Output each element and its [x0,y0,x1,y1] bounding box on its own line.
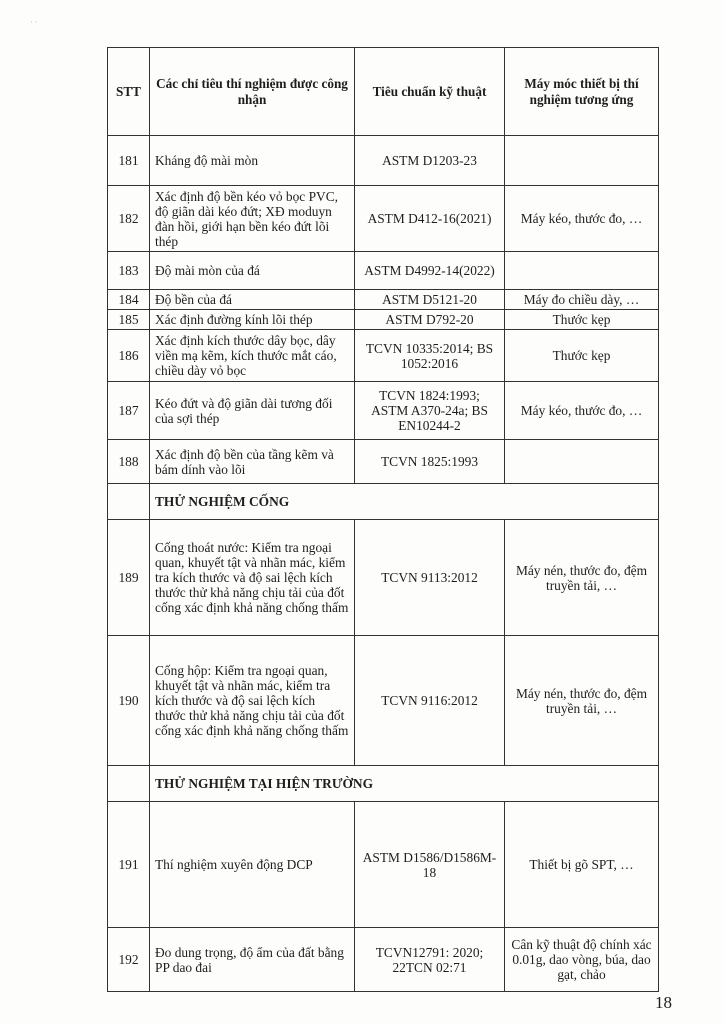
section-title: THỬ NGHIỆM CỐNG [150,484,659,520]
row-stt: 186 [108,330,150,382]
row-standard: TCVN 10335:2014; BS 1052:2016 [355,330,505,382]
row-stt: 190 [108,636,150,766]
scan-specks: · · [30,18,38,27]
row-criteria: Cống hộp: Kiểm tra ngoại quan, khuyết tật và nhãn mác, kiểm tra kích thước và độ sai lệch kích thước thử khả năng chịu tải của đốt cống xác định khả năng chống thấm [150,636,355,766]
row-equipment [505,136,659,186]
table-row [108,136,659,186]
row-equipment: Máy đo chiều dày, … [505,290,659,310]
row-standard: TCVN 1825:1993 [355,440,505,484]
row-equipment: Thước kẹp [505,310,659,330]
red-stamp-mark [700,528,720,768]
row-stt: 189 [108,520,150,636]
section-stt-cell [108,766,150,802]
row-standard: ASTM D5121-20 [355,290,505,310]
table-row [108,186,659,252]
header-stt: STT [108,48,150,136]
row-equipment: Cân kỹ thuật độ chính xác 0.01g, dao vòng, búa, dao gạt, chảo [505,928,659,992]
row-equipment: Máy kéo, thước đo, … [505,186,659,252]
section-row [108,766,659,802]
table-row [108,310,659,330]
row-criteria: Đo dung trọng, độ ẩm của đất bằng PP dao đai [150,928,355,992]
row-standard: TCVN 9116:2012 [355,636,505,766]
row-equipment: Máy nén, thước đo, đệm truyền tải, … [505,636,659,766]
row-stt: 191 [108,802,150,928]
header-row [108,48,659,136]
row-criteria: Kháng độ mài mòn [150,136,355,186]
table-row [108,252,659,290]
row-stt: 188 [108,440,150,484]
row-standard: ASTM D1586/D1586M-18 [355,802,505,928]
section-stt-cell [108,484,150,520]
header-equipment: Máy móc thiết bị thí nghiệm tương ứng [505,48,659,136]
row-standard: TCVN12791: 2020; 22TCN 02:71 [355,928,505,992]
table-row [108,290,659,310]
row-stt: 187 [108,382,150,440]
table-row [108,636,659,766]
row-criteria: Cống thoát nước: Kiểm tra ngoại quan, khuyết tật và nhãn mác, kiểm tra kích thước và độ sai lệch kích thước thử khả năng chịu tải của đốt cống xác định khả năng chống thấm [150,520,355,636]
table-row [108,928,659,992]
row-equipment: Thước kẹp [505,330,659,382]
table-row [108,440,659,484]
row-criteria: Độ bền của đá [150,290,355,310]
table-row [108,520,659,636]
test-criteria-table [107,47,659,992]
row-criteria: Xác định độ bền của tầng kẽm và bám dính vào lõi [150,440,355,484]
row-criteria: Xác định độ bền kéo vỏ bọc PVC, độ giãn dài kéo đứt; XĐ moduyn đàn hồi, giới hạn bền kéo đứt lõi thép [150,186,355,252]
header-standard: Tiêu chuẩn kỹ thuật [355,48,505,136]
row-equipment: Thiết bị gõ SPT, … [505,802,659,928]
row-standard: TCVN 1824:1993; ASTM A370-24a; BS EN10244-2 [355,382,505,440]
section-title: THỬ NGHIỆM TẠI HIỆN TRƯỜNG [150,766,659,802]
row-stt: 184 [108,290,150,310]
row-stt: 182 [108,186,150,252]
row-standard: ASTM D792-20 [355,310,505,330]
header-criteria: Các chỉ tiêu thí nghiệm được công nhận [150,48,355,136]
row-equipment [505,440,659,484]
row-criteria: Thí nghiệm xuyên động DCP [150,802,355,928]
row-standard: ASTM D4992-14(2022) [355,252,505,290]
row-equipment: Máy kéo, thước đo, … [505,382,659,440]
page-number: 18 [655,993,672,1012]
row-standard: ASTM D412-16(2021) [355,186,505,252]
row-stt: 185 [108,310,150,330]
row-equipment [505,252,659,290]
row-stt: 192 [108,928,150,992]
row-criteria: Kéo đứt và độ giãn dài tương đối của sợi thép [150,382,355,440]
row-equipment: Máy nén, thước đo, đệm truyền tải, … [505,520,659,636]
table-row [108,382,659,440]
row-standard: ASTM D1203-23 [355,136,505,186]
row-criteria: Độ mài mòn của đá [150,252,355,290]
row-standard: TCVN 9113:2012 [355,520,505,636]
row-criteria: Xác định kích thước dây bọc, dây viền mạ kẽm, kích thước mắt cáo, chiều dày vỏ bọc [150,330,355,382]
table-row [108,330,659,382]
row-stt: 183 [108,252,150,290]
table-row [108,802,659,928]
row-stt: 181 [108,136,150,186]
row-criteria: Xác định đường kính lõi thép [150,310,355,330]
section-row [108,484,659,520]
